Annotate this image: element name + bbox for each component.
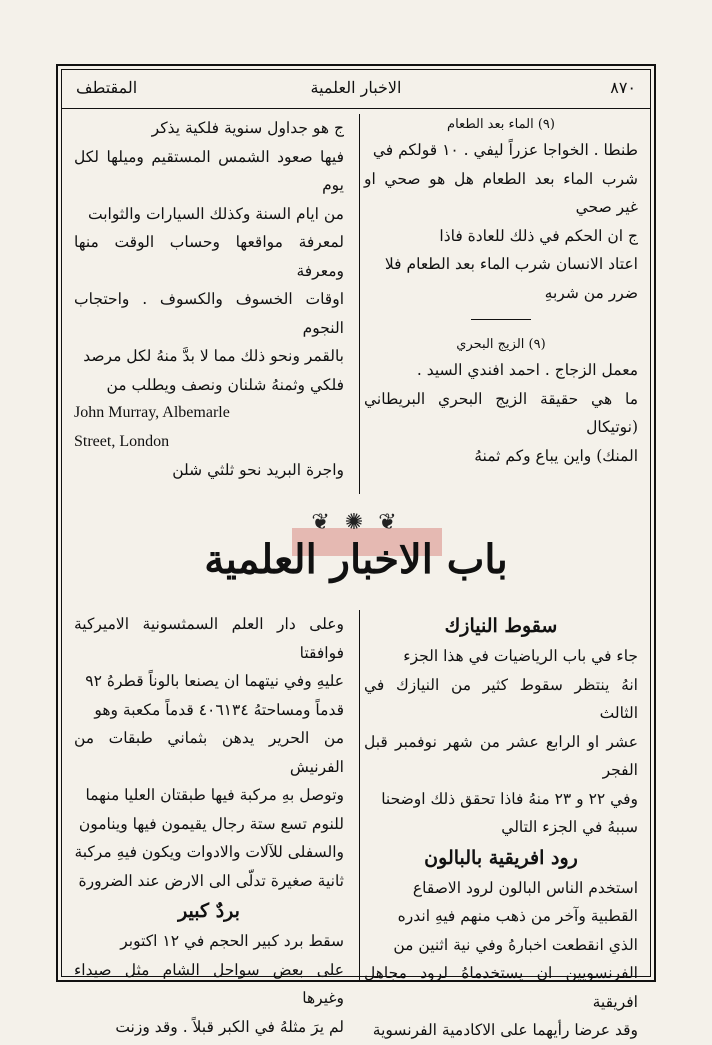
text-line: المنك) واين يباع وكم ثمنهُ	[474, 446, 638, 465]
text-line: بالقمر ونحو ذلك مما لا بدَّ منهُ لكل مرصد	[83, 347, 344, 365]
text-line: واجرة البريد نحو ثلثي شلن	[172, 461, 344, 479]
text-line: وفي ٢٢ و ٢٣ منهُ فاذا تحقق ذلك اوضحنا	[381, 789, 638, 808]
text-line: على بعض سواحل الشام مثل صيداء وغيرها	[74, 960, 344, 1007]
text-line: وتوصل بهِ مركبة فيها طبقتان العليا منهما	[85, 786, 344, 804]
column-divider-bottom	[359, 610, 360, 980]
top-right-column	[364, 114, 638, 470]
text-line: اوقات الخسوف والكسوف . واحتجاب النجوم	[74, 290, 344, 337]
article-title-balloon: رود افريقية بالبالون	[424, 846, 578, 869]
magazine-name: المقتطف	[76, 78, 138, 97]
publisher-address-line: Street, London	[74, 432, 170, 450]
text-line: من ايام السنة وكذلك السيارات والثوابت	[88, 204, 344, 223]
text-line: عشر او الرابع عشر من شهر نوفمبر قبل الفجر	[364, 732, 638, 779]
text-line: شرب الماء بعد الطعام هل هو صحي او غير صحي	[364, 169, 638, 216]
column-divider-top	[359, 114, 360, 494]
text-line: الفرنسويين ان يستخدماهُ لرود مجاهل افريقية	[364, 964, 638, 1011]
text-line: من الحرير يدهن بثماني طبقات من الفرنيش	[74, 729, 344, 776]
bottom-left-column	[74, 610, 344, 1041]
text-line: معمل الزجاج . احمد افندي السيد .	[416, 361, 638, 379]
section-title: الاخبار العلمية	[310, 78, 402, 97]
article-title-meteors: سقوط النيازك	[444, 615, 558, 637]
text-line: ما هي حقيقة الزيج البحري البريطاني (نوتيكال	[364, 389, 638, 436]
text-line: قدماً ومساحتهُ ٤٠٦١٣٤ قدماً مكعبة وهو	[94, 700, 344, 719]
page-header	[62, 70, 650, 109]
text-line: للنوم تسع ستة رجال يقيمون فيها وينامون	[78, 814, 344, 833]
section-banner	[102, 510, 610, 600]
article-title-hail: بردٌ كبير	[178, 900, 240, 922]
text-line: سقط برد كبير الحجم في ١٢ اكتوبر	[120, 932, 344, 950]
question-title-water: (٩) الماء بعد الطعام	[447, 117, 555, 132]
publisher-address-line: John Murray, Albemarle	[74, 404, 230, 421]
text-line: جاء في باب الرياضيات في هذا الجزء	[403, 647, 638, 665]
text-line: سببهُ في الجزء التالي	[501, 818, 638, 836]
question-title-almanac: (٩) الزيج البحري	[456, 337, 546, 352]
text-line: والسفلى للآلات والادوات ويكون فيهِ مركبة	[74, 843, 344, 861]
text-line: الذي انقطعت اخبارهُ وفي نية اثنين من	[393, 935, 638, 954]
text-line: انهُ ينتظر سقوط كثير من النيازك في الثالث	[364, 675, 638, 722]
text-line: ج هو جداول سنوية فلكية يذكر	[151, 119, 344, 137]
top-left-column	[74, 114, 344, 485]
text-line: طنطا . الخواجا عزراً ليفي . ١٠ قولكم في	[372, 141, 638, 159]
text-line: فيها صعود الشمس المستقيم وميلها لكل يوم	[74, 147, 344, 194]
page-frame	[56, 64, 656, 1039]
text-line: ج ان الحكم في ذلك للعادة فاذا	[439, 226, 638, 245]
text-line: استخدم الناس البالون لرود الاصقاع	[412, 878, 638, 897]
banner-title: باب الاخبار العلمية	[204, 536, 508, 583]
text-line: وقد عرضا رأيهما على الاكادمية الفرنسوية	[372, 1021, 638, 1039]
separator-rule	[471, 319, 531, 320]
text-line: لمعرفة مواقعها وحساب الوقت منها ومعرفة	[74, 233, 344, 280]
page-inner-frame	[61, 69, 651, 1039]
text-line: القطبية وآخر من ذهب منهم فيهِ اندره	[397, 907, 638, 925]
text-line: اعتاد الانسان شرب الماء بعد الطعام فلا	[384, 255, 638, 273]
text-line: وعلى دار العلم السمثسونية الاميركية فوافقتا	[74, 615, 344, 662]
bottom-right-column	[364, 610, 638, 1045]
text-line: لم يرَ مثلهُ في الكبر قبلاً . وقد وزنت	[115, 1017, 344, 1036]
page-number: ٨٧٠	[610, 78, 636, 97]
text-line: ضرر من شربهِ	[544, 283, 638, 302]
ornament-icon: ❦ ✺ ❦	[311, 510, 401, 535]
text-line: فلكي وثمنهُ شلنان ونصف ويطلب من	[106, 375, 344, 394]
text-line: ثانية صغيرة تدلّى الى الارض عند الضرورة	[78, 871, 344, 890]
text-line: عليهِ وفي نيتهما ان يصنعا بالوناً قطرهُ ٩٢	[85, 672, 344, 690]
